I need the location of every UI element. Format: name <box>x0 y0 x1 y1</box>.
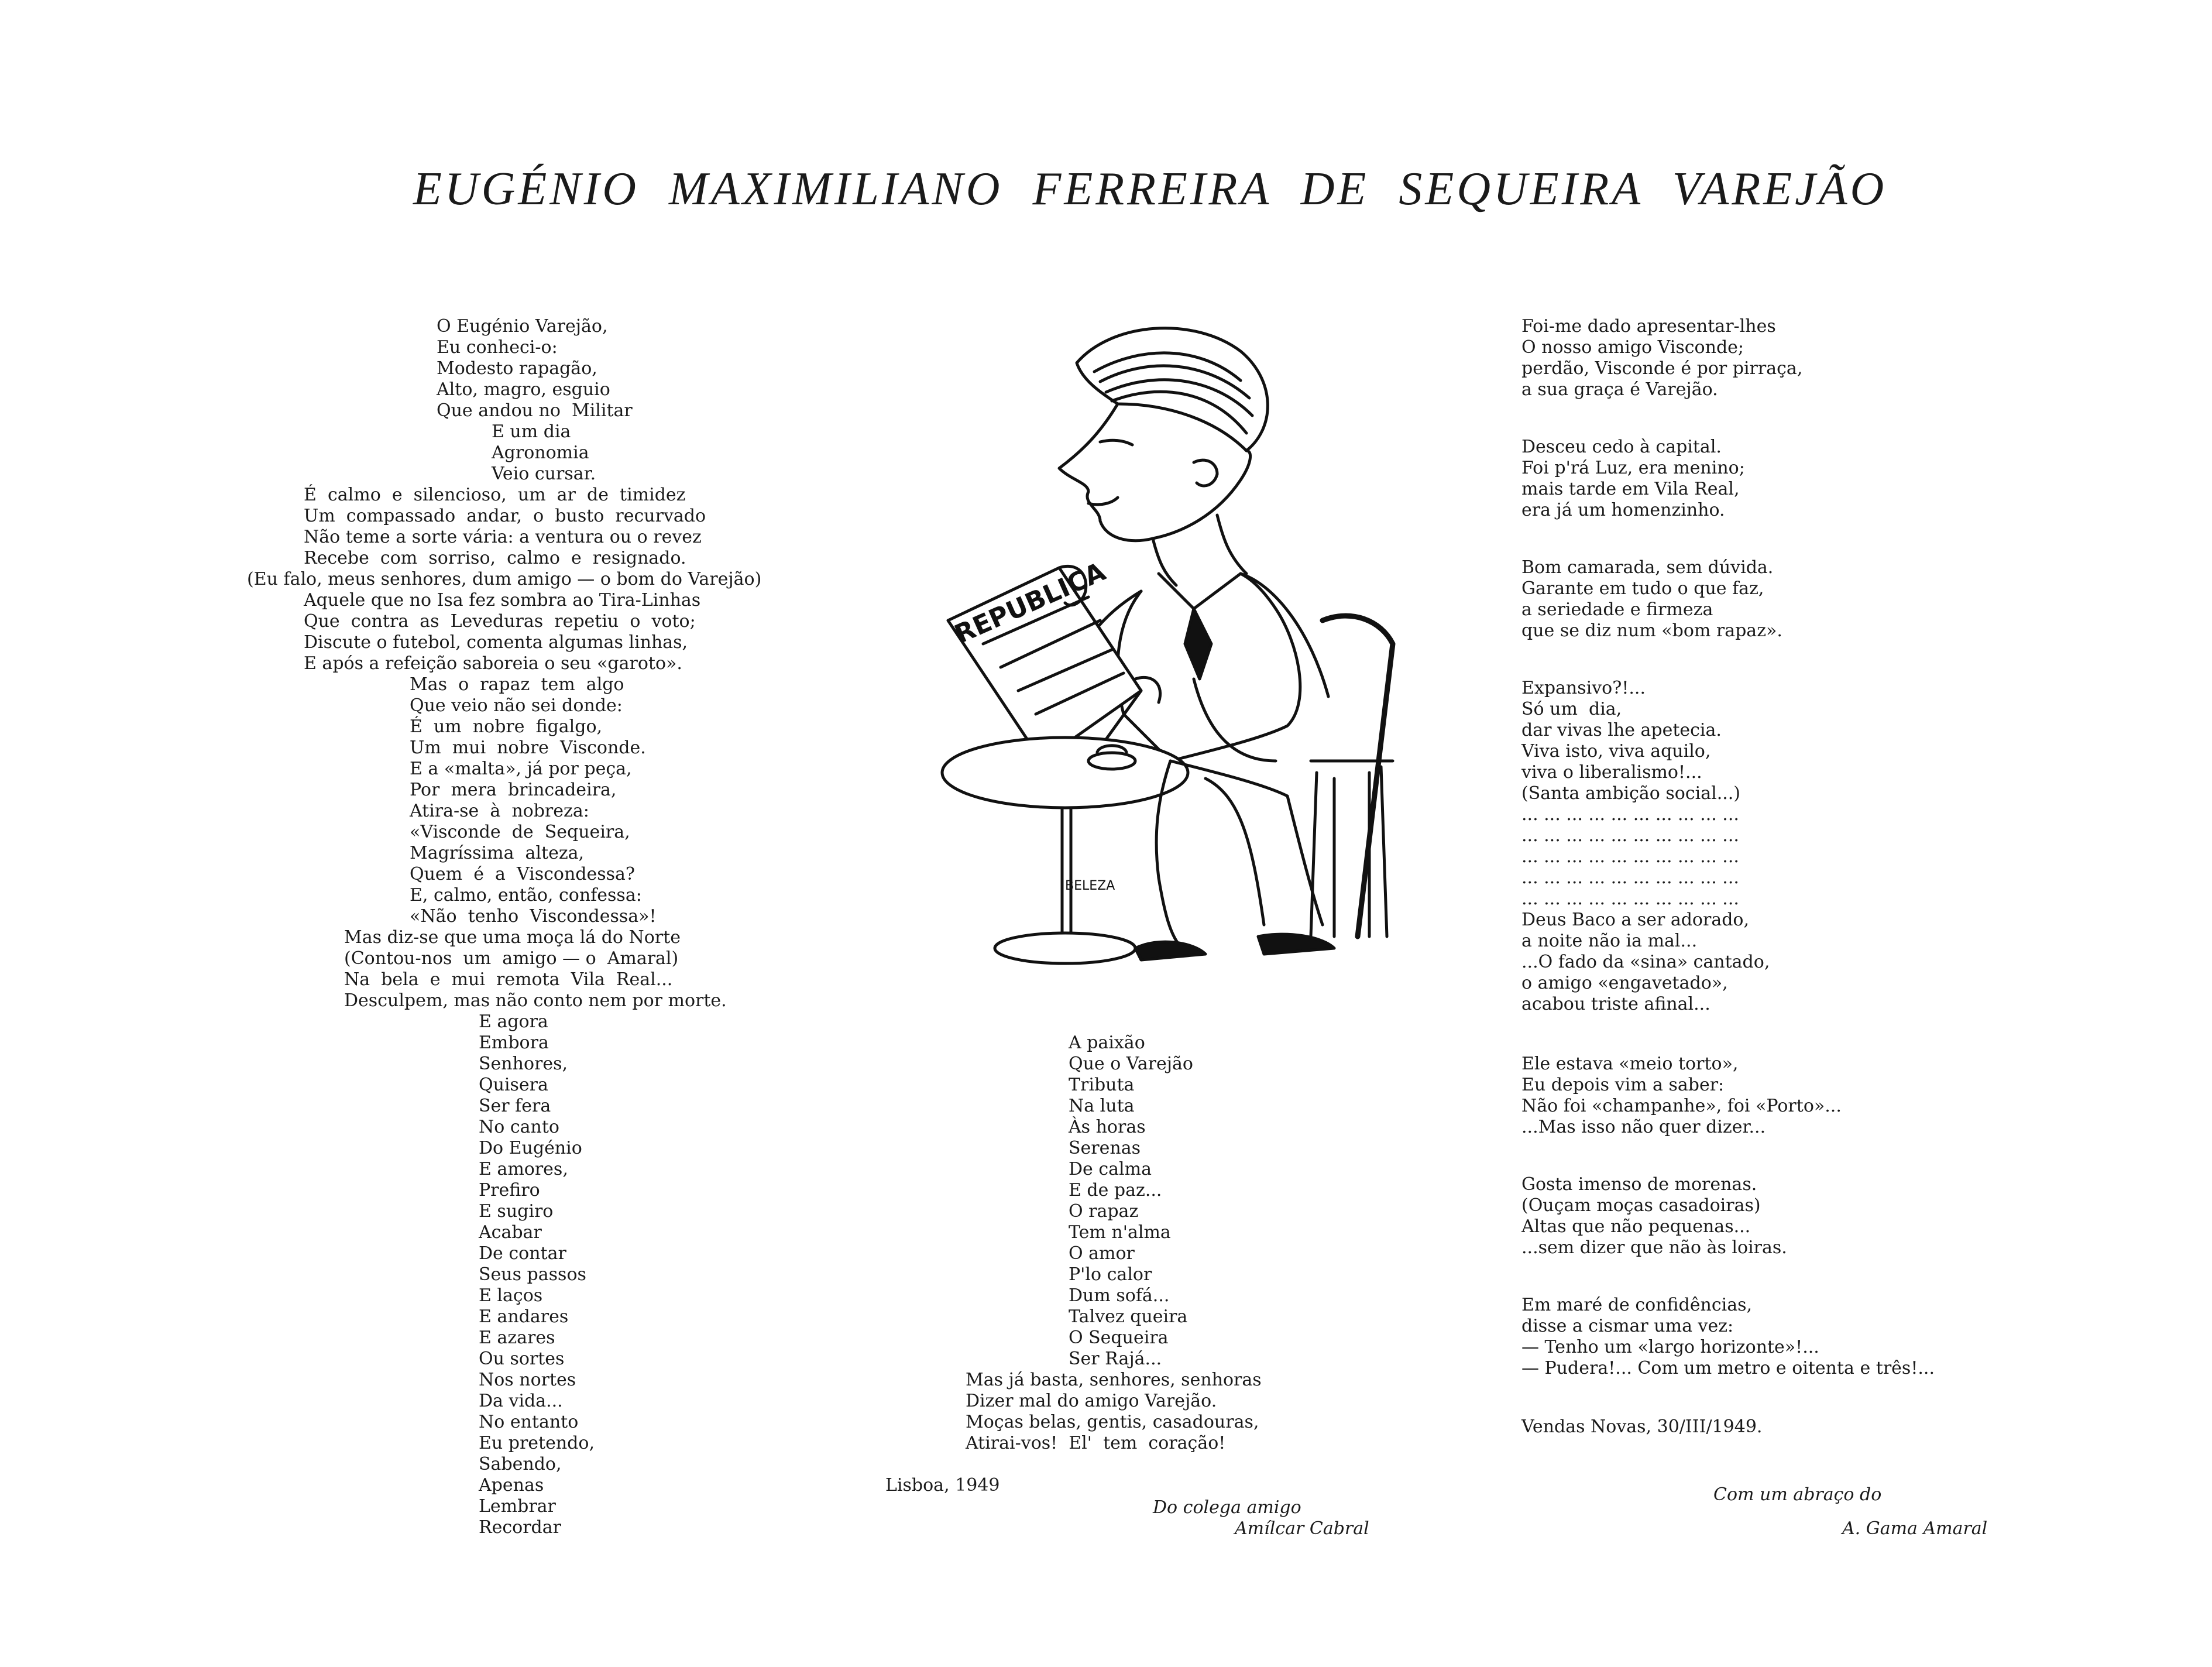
right-poem-stanza3-line: Bom camarada, sem dúvida. <box>1521 557 1774 578</box>
right-poem-stanza4-line: viva o liberalismo!... <box>1521 762 1702 783</box>
right-poem-stanza2-line: mais tarde em Vila Real, <box>1521 479 1740 499</box>
middle-poem-part1-line: O Sequeira <box>1069 1328 1169 1348</box>
right-poem-stanza5 <box>1521 1054 1842 1138</box>
middle-poem-part1-line: De calma <box>1069 1159 1152 1179</box>
left-poem-part6-line: «Visconde de Sequeira, <box>410 822 630 842</box>
left-poem-part8-line: Senhores, <box>479 1054 568 1074</box>
right-poem-stanza1 <box>1521 316 1802 400</box>
left-poem-part6-line: Um mui nobre Visconde. <box>410 738 646 758</box>
right-poem-stanza4 <box>1521 678 1770 1015</box>
page-title: EUGÉNIO MAXIMILIANO FERREIRA DE SEQUEIRA VAREJÃO <box>413 163 1887 215</box>
left-poem-part8 <box>479 1011 595 1538</box>
jacket <box>1118 574 1300 761</box>
right-poem-stanza4-line: dar vivas lhe apetecia. <box>1521 720 1722 740</box>
left-poem-part2-line: Veio cursar. <box>492 464 596 484</box>
right-poem-stanza4-line: ... ... ... ... ... ... ... ... ... ... <box>1521 846 1739 867</box>
right-poem-stanza6-line: ...sem dizer que não às loiras. <box>1521 1237 1787 1258</box>
left-poem-part8-line: No entanto <box>479 1412 579 1432</box>
right-poem-stanza2-line: Foi p'rá Luz, era menino; <box>1521 458 1745 478</box>
right-poem-stanza7-line: — Tenho um «largo horizonte»!... <box>1521 1337 1819 1357</box>
right-poem-stanza3 <box>1521 557 1782 642</box>
middle-poem-part1-line: A paixão <box>1069 1033 1145 1053</box>
left-poem-part8-line: E agora <box>479 1011 548 1032</box>
right-poem-stanza6-line: (Ouçam moças casadoiras) <box>1521 1195 1761 1216</box>
right-poem-stanza7-line: — Pudera!... Com um metro e oitenta e três!... <box>1521 1358 1935 1378</box>
left-poem-part3-line: Recebe com sorriso, calmo e resignado. <box>304 548 686 568</box>
left-poem-part8-line: Seus passos <box>479 1264 586 1285</box>
left-poem-part3-line: É calmo e silencioso, um ar de timidez <box>304 485 686 505</box>
shoe-left <box>1135 942 1205 960</box>
right-poem-stanza2 <box>1521 437 1745 521</box>
left-poem-part8-line: Lembrar <box>479 1496 556 1517</box>
left-poem-part6-line: Quem é a Viscondessa? <box>410 864 636 884</box>
left-poem-part3-line: Não teme a sorte vária: a ventura ou o revez <box>304 527 702 547</box>
left-poem-part6-line: Mas o rapaz tem algo <box>410 674 624 695</box>
left-poem-part8-line: E azares <box>479 1328 555 1348</box>
middle-poem-part1-line: Às horas <box>1069 1117 1146 1137</box>
middle-sign-line2: Amílcar Cabral <box>1235 1518 1369 1539</box>
left-poem-part8-line: Nos nortes <box>479 1370 576 1390</box>
left-poem-part2 <box>492 421 596 485</box>
left-poem-part6 <box>410 674 657 927</box>
left-poem-part8-line: Ser fera <box>479 1096 551 1116</box>
right-poem-stanza4-line: o amigo «engavetado», <box>1521 973 1728 993</box>
left-poem-part8-line: Do Eugénio <box>479 1138 582 1158</box>
right-poem-stanza3-line: a seriedade e firmeza <box>1521 599 1713 620</box>
left-poem-part5-line: E após a refeição saboreia o seu «garoto». <box>304 653 682 674</box>
tie <box>1185 609 1211 679</box>
left-poem-part8-line: Ou sortes <box>479 1349 565 1369</box>
right-poem-stanza4-line: Só um dia, <box>1521 699 1622 719</box>
artist-signature: BELEZA <box>1065 879 1115 893</box>
middle-poem-part1-line: O amor <box>1069 1243 1135 1264</box>
left-poem-part8-line: Embora <box>479 1033 549 1053</box>
left-poem-part1-line: Eu conheci-o: <box>437 337 558 358</box>
middle-sign-line1: Do colega amigo <box>1153 1497 1301 1518</box>
right-poem-stanza4-line: Expansivo?!... <box>1521 678 1646 698</box>
middle-poem-part2-line: Mas já basta, senhores, senhoras <box>966 1370 1262 1390</box>
left-poem-part4 <box>247 569 761 590</box>
middle-poem-part1 <box>1069 1033 1193 1370</box>
left-poem-part5-line: Que contra as Leveduras repetiu o voto; <box>304 611 696 632</box>
left-poem-part6-line: Por mera brincadeira, <box>410 780 617 800</box>
left-poem-part4-line: (Eu falo, meus senhores, dum amigo — o bom do Varejão) <box>247 569 762 589</box>
right-poem-stanza5-line: Não foi «champanhe», foi «Porto»... <box>1521 1096 1842 1116</box>
left-poem-part8-line: No canto <box>479 1117 559 1137</box>
right-poem-stanza4-line: acabou triste afinal... <box>1521 994 1710 1014</box>
right-poem-stanza4-line: ... ... ... ... ... ... ... ... ... ... <box>1521 889 1739 909</box>
left-poem-part8-line: Acabar <box>479 1222 542 1243</box>
middle-poem-part2-line: Dizer mal do amigo Varejão. <box>966 1391 1217 1411</box>
left-poem-part1-line: Modesto rapagão, <box>437 358 597 379</box>
legs <box>1170 761 1323 925</box>
left-poem-part8-line: E andares <box>479 1306 569 1327</box>
newspaper-headline: REPUBLICA <box>950 557 1110 650</box>
middle-poem-part2-line: Moças belas, gentis, casadouras, <box>966 1412 1259 1432</box>
left-poem-part8-line: Da vida... <box>479 1391 563 1411</box>
middle-poem-part1-line: Dum sofá... <box>1069 1285 1170 1306</box>
right-place-date: Vendas Novas, 30/III/1949. <box>1521 1416 1763 1437</box>
middle-poem-part2 <box>966 1370 1262 1454</box>
left-poem-part8-line: Eu pretendo, <box>479 1433 595 1453</box>
right-poem-stanza4-line: ... ... ... ... ... ... ... ... ... ... <box>1521 867 1739 888</box>
middle-poem-part1-line: Que o Varejão <box>1069 1054 1193 1074</box>
shoe-right <box>1258 934 1334 954</box>
right-poem-stanza6-line: Gosta imenso de morenas. <box>1521 1174 1757 1195</box>
left-poem-part2-line: E um dia <box>492 421 571 442</box>
right-poem-stanza4-line: ...O fado da «sina» cantado, <box>1521 952 1770 972</box>
left-poem-part8-line: Quisera <box>479 1075 548 1095</box>
middle-poem-part1-line: Talvez queira <box>1069 1306 1188 1327</box>
right-poem-stanza4-line: (Santa ambição social...) <box>1521 783 1741 804</box>
right-sign-line2: A. Gama Amaral <box>1842 1518 1988 1539</box>
right-poem-stanza5-line: Eu depois vim a saber: <box>1521 1075 1725 1095</box>
middle-place-date: Lisboa, 1949 <box>885 1475 1000 1496</box>
middle-poem-part1-line: Tem n'alma <box>1069 1222 1171 1243</box>
right-poem-stanza7-line: Em maré de confidências, <box>1521 1295 1753 1315</box>
right-poem-stanza5-line: ...Mas isso não quer dizer... <box>1521 1117 1766 1137</box>
table-base <box>995 933 1135 963</box>
left-poem-part8-line: E amores, <box>479 1159 568 1179</box>
left-poem-part6-line: Atira-se à nobreza: <box>410 801 589 821</box>
left-poem-part3-line: Um compassado andar, o busto recurvado <box>304 506 706 526</box>
right-poem-stanza2-line: era já um homenzinho. <box>1521 500 1725 520</box>
left-poem-part5-line: Discute o futebol, comenta algumas linhas, <box>304 632 688 653</box>
left-poem-part1-line: Que andou no Militar <box>437 400 633 421</box>
right-poem-stanza6 <box>1521 1174 1787 1258</box>
left-poem-part5 <box>304 590 700 674</box>
left-poem-part7-line: Na bela e mui remota Vila Real... <box>344 969 673 990</box>
right-poem-stanza1-line: a sua graça é Varejão. <box>1521 379 1718 400</box>
right-poem-stanza4-line: Viva isto, viva aquilo, <box>1521 741 1711 762</box>
middle-poem-part2-line: Atirai-vos! El' tem coração! <box>966 1433 1226 1453</box>
middle-poem-part1-line: Tributa <box>1069 1075 1135 1095</box>
coffee-cup <box>1088 753 1135 769</box>
middle-poem-part1-line: P'lo calor <box>1069 1264 1152 1285</box>
left-poem-part6-line: É um nobre figalgo, <box>410 716 603 737</box>
right-poem-stanza6-line: Altas que não pequenas... <box>1521 1216 1751 1237</box>
left-poem-part7-line: Mas diz-se que uma moça lá do Norte <box>344 927 681 948</box>
left-poem-part2-line: Agronomia <box>492 443 589 463</box>
right-poem-stanza7 <box>1521 1295 1935 1379</box>
middle-poem-part1-line: Ser Rajá... <box>1069 1349 1162 1369</box>
left-poem-part1 <box>437 316 633 421</box>
right-poem-stanza1-line: O nosso amigo Visconde; <box>1521 337 1744 358</box>
middle-poem-part1-line: O rapaz <box>1069 1201 1139 1222</box>
left-poem-part1-line: Alto, magro, esguio <box>437 379 610 400</box>
caricature-illustration <box>866 316 1416 989</box>
right-poem-stanza4-line: ... ... ... ... ... ... ... ... ... ... <box>1521 825 1739 846</box>
left-poem-part6-line: «Não tenho Viscondessa»! <box>410 906 657 927</box>
right-poem-stanza3-line: Garante em tudo o que faz, <box>1521 578 1764 599</box>
left-poem-part7-line: Desculpem, mas não conto nem por morte. <box>344 990 727 1011</box>
right-sign-line1: Com um abraço do <box>1713 1484 1882 1505</box>
right-poem-stanza1-line: Foi-me dado apresentar-lhes <box>1521 316 1776 337</box>
left-poem-part8-line: Apenas <box>479 1475 544 1496</box>
middle-poem-part1-line: Na luta <box>1069 1096 1135 1116</box>
right-poem-stanza2-line: Desceu cedo à capital. <box>1521 437 1722 457</box>
left-poem-part1-line: O Eugénio Varejão, <box>437 316 608 337</box>
table-top <box>942 738 1188 808</box>
right-poem-stanza4-line: a noite não ia mal... <box>1521 931 1698 951</box>
right-poem-stanza4-line: ... ... ... ... ... ... ... ... ... ... <box>1521 804 1739 825</box>
right-poem-stanza1-line: perdão, Visconde é por pirraça, <box>1521 358 1803 379</box>
left-poem-part8-line: E sugiro <box>479 1201 554 1222</box>
left-poem-part8-line: De contar <box>479 1243 566 1264</box>
left-poem-part8-line: Recordar <box>479 1517 561 1538</box>
middle-poem-part1-line: E de paz... <box>1069 1180 1162 1200</box>
left-poem-part7-line: (Contou-nos um amigo — o Amaral) <box>344 948 679 969</box>
right-poem-stanza7-line: disse a cismar uma vez: <box>1521 1316 1734 1336</box>
left-poem-part7 <box>344 927 727 1011</box>
left-poem-part3 <box>304 485 706 569</box>
left-poem-part6-line: E a «malta», já por peça, <box>410 759 632 779</box>
middle-poem-part1-line: Serenas <box>1069 1138 1141 1158</box>
left-poem-part8-line: Sabendo, <box>479 1454 562 1474</box>
left-poem-part5-line: Aquele que no Isa fez sombra ao Tira-Linhas <box>304 590 701 610</box>
left-poem-part8-line: Prefiro <box>479 1180 540 1200</box>
right-poem-stanza3-line: que se diz num «bom rapaz». <box>1521 620 1782 641</box>
right-poem-stanza5-line: Ele estava «meio torto», <box>1521 1054 1739 1074</box>
right-poem-stanza4-line: Deus Baco a ser adorado, <box>1521 910 1750 930</box>
left-poem-part6-line: Magríssima alteza, <box>410 843 585 863</box>
left-poem-part6-line: E, calmo, então, confessa: <box>410 885 642 905</box>
left-poem-part6-line: Que veio não sei donde: <box>410 695 623 716</box>
left-poem-part8-line: E laços <box>479 1285 543 1306</box>
